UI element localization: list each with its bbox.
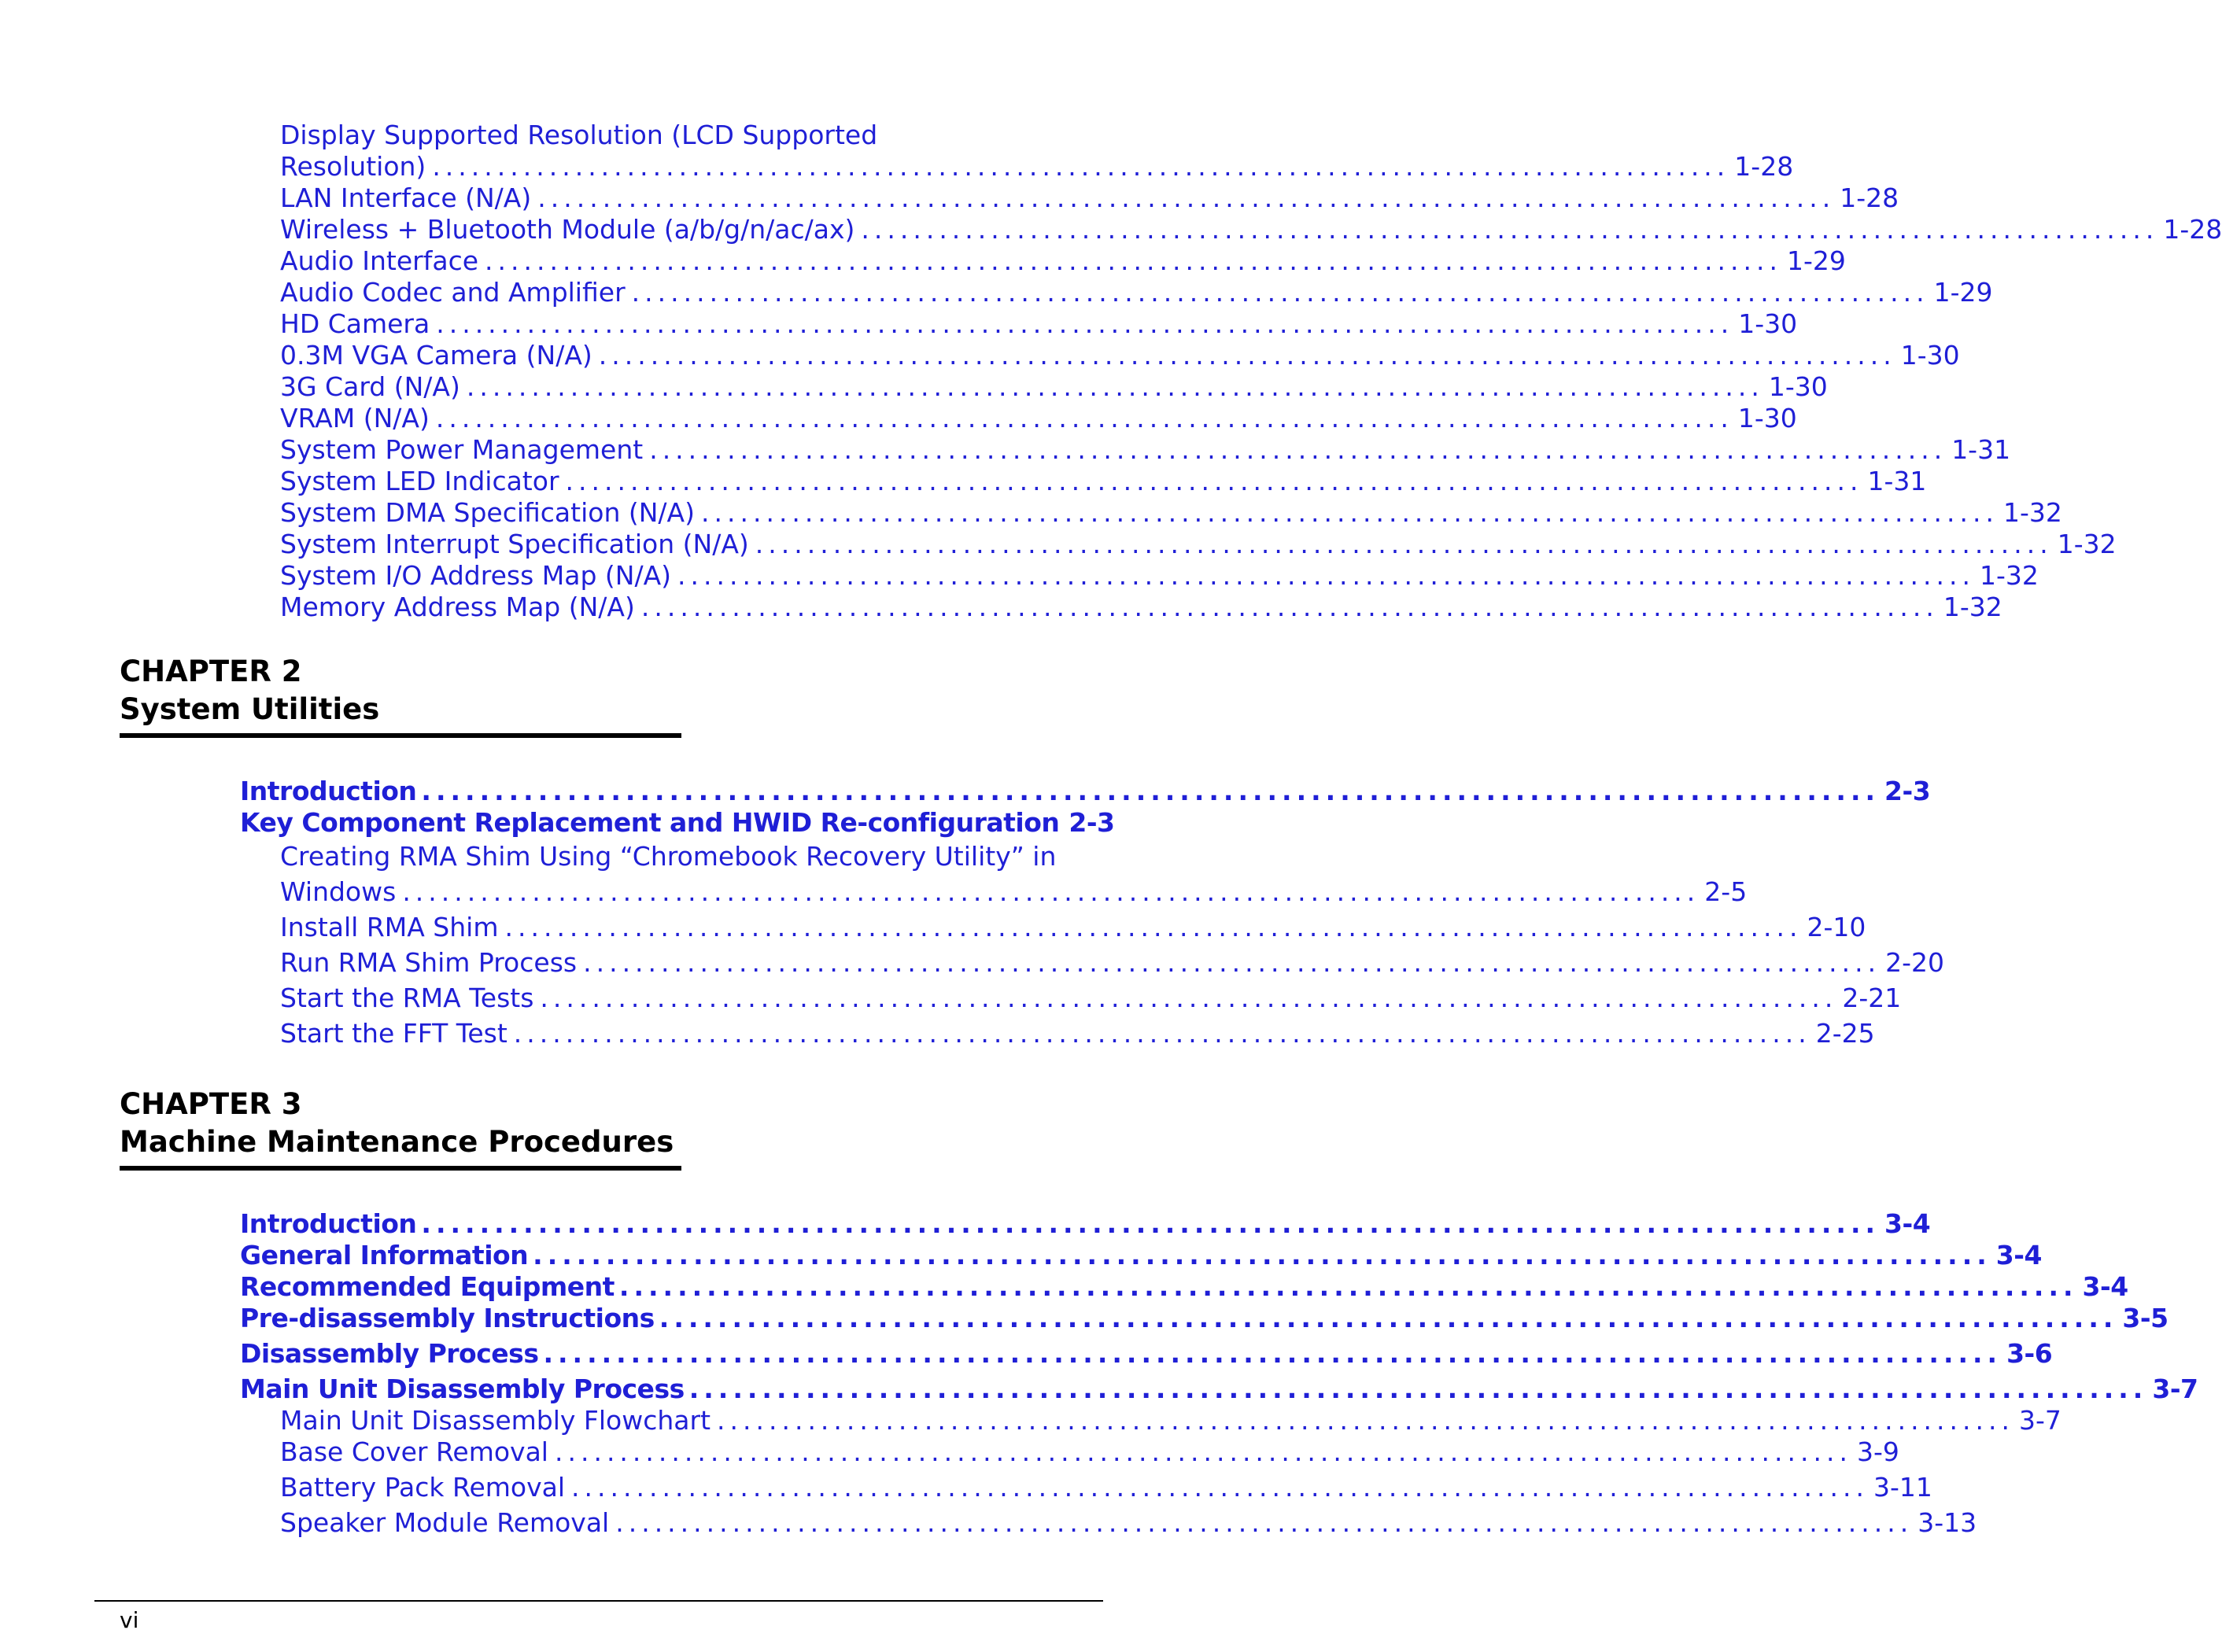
dot-leader: .................................................................................................... (615, 1507, 1914, 1538)
toc-link[interactable]: Display Supported Resolution (LCD Supported (280, 120, 878, 150)
toc-entry-page[interactable]: 1-32 (1939, 592, 2002, 623)
toc-entry-title[interactable]: System DMA Specification (N/A) (280, 497, 701, 529)
toc-entry-title-line1[interactable] (280, 839, 1062, 874)
toc-entry-page[interactable]: 3-4 (2078, 1271, 2128, 1303)
footer-page-number: vi (120, 1607, 139, 1633)
toc-section-chapter2 (240, 776, 1944, 1051)
toc-entry-title[interactable]: Key Component Replacement and HWID Re-configuration (240, 807, 1064, 839)
toc-entry-page[interactable]: 1-28 (2158, 214, 2222, 245)
toc-entry-page[interactable]: 1-30 (1733, 403, 1797, 434)
toc-section-chapter1-continued (280, 120, 2222, 623)
dot-leader: .................................................................................................... (533, 1240, 1991, 1270)
chapter-label: CHAPTER 3 (120, 1087, 302, 1121)
toc-entry-page[interactable]: 2-5 (1700, 874, 1747, 909)
toc-entry[interactable] (280, 945, 1944, 980)
toc-entry[interactable] (280, 403, 1797, 434)
toc-entry-page[interactable]: 3-6 (2002, 1338, 2052, 1370)
toc-entry[interactable] (280, 183, 1899, 214)
toc-entry-page[interactable]: 1-30 (1896, 340, 1960, 371)
toc-entry-title[interactable]: VRAM (N/A) (280, 403, 436, 434)
toc-entry-page[interactable]: 1-31 (1863, 466, 1927, 497)
toc-entry-title[interactable]: Windows (280, 874, 402, 909)
toc-entry-title[interactable]: Start the RMA Tests (280, 980, 540, 1016)
toc-entry-title[interactable]: System LED Indicator (280, 466, 566, 497)
toc-link[interactable]: Creating RMA Shim Using “Chromebook Recovery Utility” in (280, 841, 1057, 872)
dot-leader: .................................................................................................... (543, 1338, 2002, 1369)
toc-entry[interactable] (280, 371, 1828, 403)
toc-entry-page[interactable]: 2-20 (1881, 945, 1944, 980)
toc-entry[interactable] (280, 1016, 1875, 1051)
toc-entry-major[interactable] (240, 1240, 2042, 1271)
chapter-3-heading (120, 1086, 681, 1171)
toc-entry-page[interactable]: 1-31 (1947, 434, 2010, 466)
toc-entry-title[interactable]: Start the FFT Test (280, 1016, 514, 1051)
toc-entry[interactable] (280, 245, 1846, 277)
dot-leader: .................................................................................................... (583, 947, 1881, 978)
toc-entry-page[interactable]: 1-32 (1999, 497, 2062, 529)
toc-entry[interactable] (280, 1436, 1899, 1468)
dot-leader: .................................................................................................... (649, 434, 1947, 465)
dot-leader: .................................................................................................... (640, 592, 1939, 622)
chapter-2-heading (120, 653, 681, 738)
toc-entry[interactable] (280, 529, 2117, 560)
chapter-rule (120, 1166, 681, 1171)
toc-entry-page[interactable]: 1-28 (1835, 183, 1899, 214)
toc-entry-page[interactable]: 1-30 (1764, 371, 1828, 403)
toc-subentries (240, 1405, 2061, 1539)
toc-entry-major[interactable] (240, 1374, 2198, 1405)
toc-entry-page[interactable]: 3-4 (1880, 1208, 1930, 1240)
toc-entry-title[interactable]: Base Cover Removal (280, 1436, 555, 1468)
dot-leader: .................................................................................................... (513, 1018, 1811, 1049)
toc-entry-page[interactable]: 1-32 (2053, 529, 2117, 560)
dot-leader: .................................................................................................... (421, 1208, 1881, 1239)
toc-entry-title[interactable]: Main Unit Disassembly Process (240, 1374, 689, 1405)
toc-entry-title[interactable]: Pre-disassembly Instructions (240, 1303, 659, 1334)
toc-entry-title[interactable]: LAN Interface (N/A) (280, 183, 537, 214)
toc-entry-title[interactable]: HD Camera (280, 308, 436, 340)
toc-entry-title[interactable]: Main Unit Disassembly Flowchart (280, 1405, 717, 1436)
toc-entry-page[interactable]: 1-28 (1729, 151, 1793, 183)
dot-leader: .................................................................................................... (677, 560, 1976, 591)
dot-leader: .................................................................................................... (618, 1271, 2078, 1302)
toc-entry[interactable] (280, 874, 1748, 909)
toc-entry[interactable] (280, 560, 2039, 592)
toc-entry-title[interactable]: Introduction (240, 1208, 421, 1240)
toc-entry-major[interactable] (240, 776, 1931, 807)
toc-entry-title[interactable]: Wireless + Bluetooth Module (a/b/g/n/ac/ax) (280, 214, 861, 245)
toc-entry-title[interactable]: System Interrupt Specification (N/A) (280, 529, 755, 560)
toc-entry[interactable] (280, 340, 1960, 371)
toc-entry[interactable] (280, 1507, 1977, 1539)
toc-entry-title[interactable]: Disassembly Process (240, 1338, 543, 1370)
toc-entry-title[interactable]: General Information (240, 1240, 533, 1271)
chapter-label: CHAPTER 2 (120, 655, 302, 688)
dot-leader: .................................................................................................... (571, 1472, 1870, 1503)
toc-entry[interactable] (280, 497, 2062, 529)
toc-entry-page[interactable]: 2-10 (1802, 909, 1866, 945)
dot-leader: .................................................................................................... (554, 1436, 1852, 1467)
toc-entry-major[interactable] (240, 1338, 2053, 1370)
toc-entry-page[interactable]: 3-7 (2147, 1374, 2198, 1405)
dot-leader: .................................................................................................... (717, 1405, 2014, 1436)
chapter-title: Machine Maintenance Procedures (120, 1125, 674, 1159)
toc-entry[interactable] (280, 909, 1866, 945)
dot-leader: .................................................................................................... (598, 340, 1896, 371)
toc-entry-page[interactable]: 1-30 (1733, 308, 1797, 340)
dot-leader: .................................................................................................... (688, 1374, 2148, 1404)
toc-entry-title-line1[interactable] (280, 120, 1062, 151)
toc-entry-major[interactable] (240, 807, 1115, 839)
toc-entry-title[interactable]: Memory Address Map (N/A) (280, 592, 641, 623)
dot-leader: .................................................................................................... (861, 214, 2159, 245)
dot-leader: .................................................................................................... (436, 308, 1734, 339)
toc-entry-page[interactable]: 3-11 (1869, 1472, 1932, 1503)
toc-entry-title[interactable]: Battery Pack Removal (280, 1472, 571, 1503)
toc-entry[interactable] (280, 1405, 2061, 1436)
toc-entry-title[interactable]: Audio Interface (280, 245, 485, 277)
toc-entry[interactable] (280, 151, 1794, 183)
toc-entry-major[interactable] (240, 1303, 2168, 1334)
toc-entry-page[interactable]: 2-25 (1811, 1016, 1875, 1051)
chapter-rule (120, 733, 681, 738)
dot-leader: .................................................................................................... (701, 497, 1999, 528)
toc-entry[interactable] (280, 466, 1927, 497)
toc-subentries (240, 839, 1944, 1051)
dot-leader: .................................................................................................... (565, 466, 1863, 496)
dot-leader: .................................................................................................... (432, 151, 1730, 182)
dot-leader: .................................................................................................... (402, 876, 1700, 907)
toc-entry-page[interactable]: 1-29 (1782, 245, 1846, 277)
toc-entry-title[interactable]: Introduction (240, 776, 421, 807)
toc-entry-page[interactable]: 2-3 (1064, 807, 1114, 839)
toc-entry[interactable] (280, 308, 1798, 340)
dot-leader: .................................................................................................... (485, 245, 1783, 276)
dot-leader: .................................................................................................... (466, 371, 1764, 402)
toc-entry-page[interactable]: 2-21 (1837, 980, 1901, 1016)
toc-entry-title[interactable]: Speaker Module Removal (280, 1507, 615, 1539)
toc-entry-page[interactable]: 3-9 (1852, 1436, 1899, 1468)
dot-leader: .................................................................................................... (659, 1303, 2118, 1333)
toc-entry-page[interactable]: 3-5 (2117, 1303, 2168, 1334)
toc-entry[interactable] (280, 214, 2222, 245)
toc-entry-title[interactable]: 3G Card (N/A) (280, 371, 467, 403)
toc-entry-title[interactable]: 0.3M VGA Camera (N/A) (280, 340, 599, 371)
toc-entry-page[interactable]: 3-7 (2014, 1405, 2061, 1436)
dot-leader: .................................................................................................... (631, 277, 1929, 308)
toc-entry[interactable] (280, 1472, 1932, 1503)
toc-entry-major[interactable] (240, 1208, 1931, 1240)
toc-entry-title[interactable]: Audio Codec and Amplifier (280, 277, 632, 308)
dot-leader: .................................................................................................... (537, 183, 1836, 213)
toc-entry[interactable] (280, 592, 2002, 623)
toc-entry[interactable] (280, 277, 1993, 308)
toc-entry-page[interactable]: 2-3 (1880, 776, 1930, 807)
toc-entry[interactable] (280, 434, 2011, 466)
dot-leader: .................................................................................................... (504, 912, 1803, 942)
toc-entry-major[interactable] (240, 1271, 2128, 1303)
toc-entry-title[interactable]: Resolution) (280, 151, 432, 183)
toc-entry-page[interactable]: 3-13 (1913, 1507, 1977, 1539)
toc-entry-title[interactable]: Run RMA Shim Process (280, 945, 583, 980)
toc-entry-page[interactable]: 3-4 (1991, 1240, 2042, 1271)
dot-leader: .................................................................................................... (421, 776, 1881, 806)
footer-rule (94, 1600, 1103, 1602)
toc-section-chapter3 (240, 1208, 2198, 1539)
toc-entry-title[interactable]: Recommended Equipment (240, 1271, 619, 1303)
toc-entry[interactable] (280, 980, 1902, 1016)
toc-entry-title[interactable]: System Power Management (280, 434, 649, 466)
dot-leader: .................................................................................................... (755, 529, 2053, 559)
chapter-title: System Utilities (120, 692, 380, 726)
toc-entry-page[interactable]: 1-29 (1929, 277, 1993, 308)
toc-entry-page[interactable]: 1-32 (1975, 560, 2039, 592)
dot-leader: .................................................................................................... (540, 983, 1838, 1013)
toc-entry-title[interactable]: Install RMA Shim (280, 909, 504, 945)
dot-leader: .................................................................................................... (435, 403, 1733, 433)
toc-entry-title[interactable]: System I/O Address Map (N/A) (280, 560, 677, 592)
